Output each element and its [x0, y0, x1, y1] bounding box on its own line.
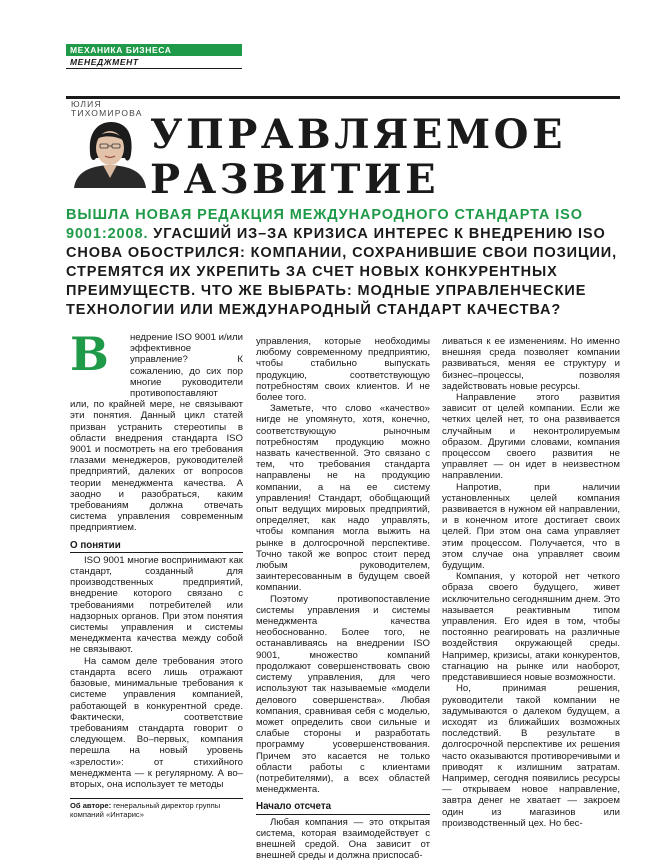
paragraph: управления, которые необходимы любому современному предприятию, чтобы стабильно выпускать продукцию, соответствующую потребностям своих клиентов. И не более того.: [256, 336, 430, 404]
paragraph: ISO 9001 многие воспринимают как стандарт, созданный для производственных предприятий, внедрение которого связано с требованиями потребителей или надзорных органов. При этом понятия системы управления и системы менеджмента качества между собой не связывают.: [70, 554, 243, 656]
article-lead: [66, 206, 626, 320]
section-divider: [66, 68, 242, 69]
paragraph: Любая компания — это открытая система, которая взаимодействует с внешней средой. Она зависит от внешней среды и должна приспосаб-: [256, 816, 430, 861]
paragraph: Напротив, при наличии установленных целей компания развивается в нужном ей направлении, и в конечном итоге достигает своих целей. При этом она сама управляет этим процессом. Получается, что в этом случае она управляет своим будущим.: [442, 481, 620, 572]
column-3: [442, 336, 620, 829]
paragraph: Но, принимая решения, руководители такой компании не задумываются о далеком будущем, а исходят из ближайших возможных последствий. В результате в долгосрочной перспективе их решения часто оказываются противоречивыми и приводят к излишним затратам. Например, сегодня появились ресурсы — открываем новое направление, завтра денег не хватает — закроем один из магазинов или производственный цех. Но бес-: [442, 683, 620, 829]
intro-block: [70, 327, 243, 400]
drop-cap: В: [70, 327, 109, 381]
footnote-divider: [70, 798, 243, 799]
paragraph: Поэтому противопоставление системы управления и системы менеджмента качества необоснованно. Более того, не останавливаясь на внедрении ISO 9001, множество компаний продолжают совершенствовать свою систему управления, для чего используют так называемые «модели делового совершенства». Любая компания, сравнивая себя с моделью, может определить свои сильные и слабые стороны и разработать программу усовершенствования. Причем это касается не только области работы с клиентами (потребителями), а всех областей менеджмента.: [256, 593, 430, 796]
paragraph: Заметьте, что слово «качество» нигде не упомянуто, хотя, конечно, соответствующую рыночным потребностям продукцию можно назвать качественной. Это связано с тем, что требования стандарта направлены не на продукцию компании, а на ее систему управления! Стандарт, обобщающий опыт ведущих мировых предприятий, определяет, как надо управлять, чтобы компания могла выжить на рынке в долгосрочной перспективе. Точно такой же вопрос стоит перед любым руководителем, заинтересованным в будущем своей компании.: [256, 403, 430, 594]
author-footnote: [70, 801, 243, 819]
paragraph: На самом деле требования этого стандарта всего лишь отражают базовые, минимальные требования к системе управления компанией, работающей в конкурентной среде. Фактически, соответствие требованиям стандарта говорит о следующем. Во–первых, компания перешла на новый уровень «зрелости»: от стихийного менеджмента — к регулярному. А во–вторых, она использует те методы: [70, 655, 243, 790]
footnote-label: Об авторе:: [70, 801, 112, 810]
rubric-label: МЕХАНИКА БИЗНЕСА: [70, 45, 172, 55]
intro-first-lines: недрение ISO 9001 и/или эффективное управление? К сожалению, до сих пор многие руководители противопоставляют: [130, 332, 243, 400]
article-headline: [150, 112, 620, 202]
footnote-text: генеральный директор группы компаний «Интарис»: [70, 801, 221, 819]
headline-line-2: РАЗВИТИЕ: [150, 156, 440, 203]
paragraph: Направление этого развития зависит от целей компании. Если же четких целей нет, то она развивается случайным и неконтролируемым образом. Другими словами, компания процессом своего развития не управляет — он идет в неизвестном направлении.: [442, 392, 620, 482]
author-portrait: [70, 118, 150, 188]
paragraph: ливаться к ее изменениям. Но именно внешняя среда позволяет компании развиваться, меняя ее структуру и бизнес–процессы, позволяя задействовать новые ресурсы.: [442, 336, 620, 392]
lead-green-text: ВЫШЛА НОВАЯ РЕДАКЦИЯ МЕЖДУНАРОДНОГО СТАНДАРТА ISO 9001:2008.: [66, 207, 583, 242]
paragraph: Компания, у которой нет четкого образа своего будущего, живет исключительно сегодняшним днем. Это называется реактивным типом управления. Его идея в том, чтобы постоянно реагировать на различные воздействия окружающей среды. Например, кризисы, атаки конкурентов, стагнацию на рынке или наоборот, представившиеся новые возможности.: [442, 571, 620, 684]
column-2: [256, 336, 430, 861]
headline-rule: [66, 96, 620, 99]
subhead-starting-point: Начало отсчета: [256, 801, 430, 814]
headline-line-1: УПРАВЛЯЕМОЕ: [150, 111, 566, 158]
column-1: [70, 327, 243, 790]
lead-black-text: УГАСШИЙ ИЗ–ЗА КРИЗИСА ИНТЕРЕС К ВНЕДРЕНИЮ ISO СНОВА ОБОСТРИЛСЯ: КОМПАНИИ, СОХРАНИВШИЕ СВОИ ПОЗИЦИИ, СТРЕМЯТСЯ ИХ УКРЕПИТЬ ЗА СЧЕТ НОВЫХ КОНКУРЕНТНЫХ ПРЕИМУЩЕСТВ. ЧТО ЖЕ ВЫБРАТЬ: МОДНЫЕ УПРАВЛЕНЧЕСКИЕ ТЕХНОЛОГИИ ИЛИ МЕЖДУНАРОДНЫЙ СТАНДАРТ КАЧЕСТВА?: [66, 226, 618, 318]
author-last-name: ТИХОМИРОВА: [71, 108, 143, 118]
section-label: МЕНЕДЖМЕНТ: [70, 57, 139, 67]
author-first-name: ЮЛИЯ: [71, 99, 102, 109]
subhead-about-concept: О понятии: [70, 540, 243, 553]
intro-paragraph: или, по крайней мере, не связывают эти понятия. Данный цикл статей призван устранить стереотипы в области внедрения стандарта ISO 9001 и посмотреть на его требования глазами менеджеров, руководителей предприятий, далеких от вопросов теории менеджмента качества. А заодно и разобраться, каким требованиям должна отвечать система управления современным предприятием.: [70, 399, 243, 534]
